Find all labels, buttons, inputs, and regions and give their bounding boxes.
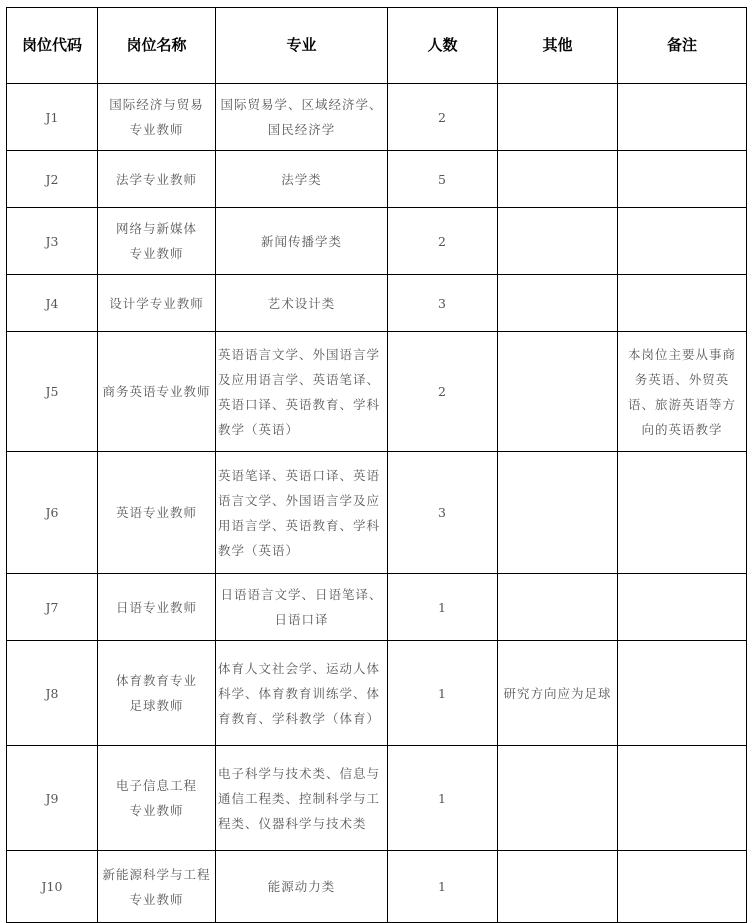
cell-position-name: 商务英语专业教师 [98,332,216,452]
table-row [7,84,747,151]
table-row [7,452,747,574]
cell-major: 国际贸易学、区域经济学、 国民经济学 [216,84,388,151]
header-count: 人数 [388,8,498,84]
cell-major: 法学类 [216,151,388,208]
cell-position-name: 设计学专业教师 [98,275,216,332]
cell-position-name: 网络与新媒体 专业教师 [98,208,216,275]
cell-remarks [618,84,747,151]
table-row [7,746,747,851]
table-row [7,851,747,923]
table-row [7,641,747,746]
cell-count: 1 [388,574,498,641]
cell-count: 3 [388,452,498,574]
cell-other [498,151,618,208]
cell-count: 2 [388,208,498,275]
table-row [7,275,747,332]
header-position-code: 岗位代码 [7,8,98,84]
cell-remarks [618,574,747,641]
cell-major: 体育人文社会学、运动人体 科学、体育教育训练学、体 育教育、学科教学（体育） [216,641,388,746]
cell-remarks [618,746,747,851]
cell-major: 新闻传播学类 [216,208,388,275]
cell-major: 英语笔译、英语口译、英语 语言文学、外国语言学及应 用语言学、英语教育、学科 教学（英语） [216,452,388,574]
positions-table [6,7,747,923]
cell-code: J1 [7,84,98,151]
cell-remarks [618,641,747,746]
cell-remarks: 本岗位主要从事商 务英语、外贸英 语、旅游英语等方 向的英语教学 [618,332,747,452]
cell-remarks [618,851,747,923]
header-row [7,8,747,84]
table-row [7,151,747,208]
table-row [7,332,747,452]
cell-position-name: 体育教育专业 足球教师 [98,641,216,746]
cell-other [498,851,618,923]
cell-remarks [618,151,747,208]
header-remarks: 备注 [618,8,747,84]
cell-other [498,574,618,641]
cell-code: J6 [7,452,98,574]
header-other: 其他 [498,8,618,84]
cell-major: 日语语言文学、日语笔译、 日语口译 [216,574,388,641]
cell-major: 艺术设计类 [216,275,388,332]
cell-major: 电子科学与技术类、信息与 通信工程类、控制科学与工 程类、仪器科学与技术类 [216,746,388,851]
cell-position-name: 新能源科学与工程 专业教师 [98,851,216,923]
cell-other [498,208,618,275]
cell-position-name: 英语专业教师 [98,452,216,574]
cell-code: J10 [7,851,98,923]
cell-other [498,332,618,452]
cell-remarks [618,452,747,574]
cell-position-name: 日语专业教师 [98,574,216,641]
cell-other [498,275,618,332]
cell-code: J3 [7,208,98,275]
cell-code: J5 [7,332,98,452]
header-major: 专业 [216,8,388,84]
cell-code: J9 [7,746,98,851]
table-row [7,574,747,641]
cell-other [498,452,618,574]
cell-count: 3 [388,275,498,332]
cell-major: 能源动力类 [216,851,388,923]
cell-code: J4 [7,275,98,332]
cell-other [498,84,618,151]
cell-count: 1 [388,746,498,851]
cell-code: J8 [7,641,98,746]
cell-remarks [618,275,747,332]
cell-count: 5 [388,151,498,208]
table-row [7,208,747,275]
header-position-name: 岗位名称 [98,8,216,84]
cell-position-name: 国际经济与贸易 专业教师 [98,84,216,151]
cell-other: 研究方向应为足球 [498,641,618,746]
cell-other [498,746,618,851]
cell-code: J7 [7,574,98,641]
cell-position-name: 法学专业教师 [98,151,216,208]
cell-code: J2 [7,151,98,208]
cell-major: 英语语言文学、外国语言学 及应用语言学、英语笔译、 英语口译、英语教育、学科 教学（英语） [216,332,388,452]
cell-count: 2 [388,332,498,452]
cell-remarks [618,208,747,275]
cell-count: 2 [388,84,498,151]
cell-position-name: 电子信息工程 专业教师 [98,746,216,851]
cell-count: 1 [388,851,498,923]
cell-count: 1 [388,641,498,746]
